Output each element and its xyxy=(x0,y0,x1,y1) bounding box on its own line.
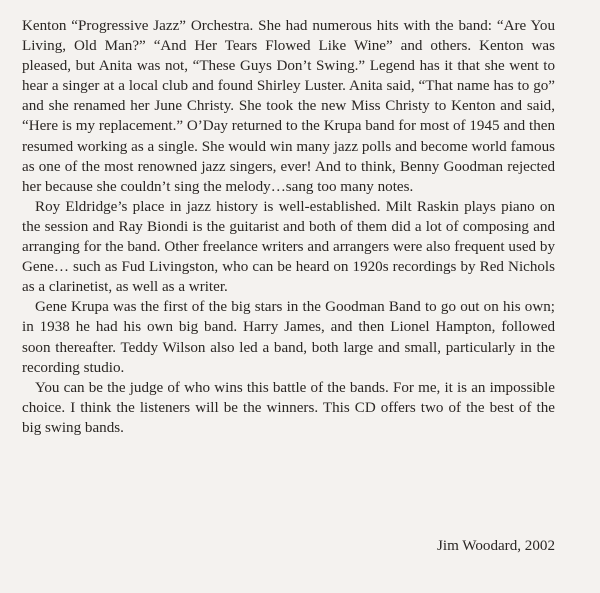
author-signature: Jim Woodard, 2002 xyxy=(437,538,555,554)
paragraph-kenton-anita-oday: Kenton “Progressive Jazz” Orchestra. She had numerous hits with the band: “Are You Living, Old Man?” “And Her Tears Flowed Like Wine” and others. Kenton was pleased, but Anita was not, “These Guys Don’t Swing.” Legend has it that she went to hear a singer at a local club and found Shirley Luster. Anita said, “That name has to go” and she renamed her June Christy. She took the new Miss Christy to Kenton and said, “Here is my replacement.” O’Day returned to the Krupa band for most of 1945 and then resumed working as a single. She would win many jazz polls and become world famous as one of the most renowned jazz singers, ever! And to think, Benny Goodman rejected her because she couldn’t sing the melody…sang too many notes. xyxy=(22,18,555,195)
paragraph-gene-krupa: Gene Krupa was the first of the big stars in the Goodman Band to go out on his own; in 1938 he had his own big band. Harry James, and then Lionel Hampton, followed soon thereafter. Teddy Wilson also led a band, both large and small, particularly in the recording studio. xyxy=(22,299,555,376)
paragraph-roy-eldridge: Roy Eldridge’s place in jazz history is well-established. Milt Raskin plays piano on the session and Ray Biondi is the guitarist and both of them did a lot of composing and arranging for the band. Other freelance writers and arrangers were also frequent used by Gene… such as Fud Livingston, who can be heard on 1920s recordings by Red Nichols as a clarinetist, as well as a writer. xyxy=(22,198,555,296)
paragraph-conclusion: You can be the judge of who wins this battle of the bands. For me, it is an impossible choice. I think the listeners will be the winners. This CD offers two of the best of the big swing bands. xyxy=(22,379,555,436)
liner-notes-text xyxy=(22,16,555,438)
